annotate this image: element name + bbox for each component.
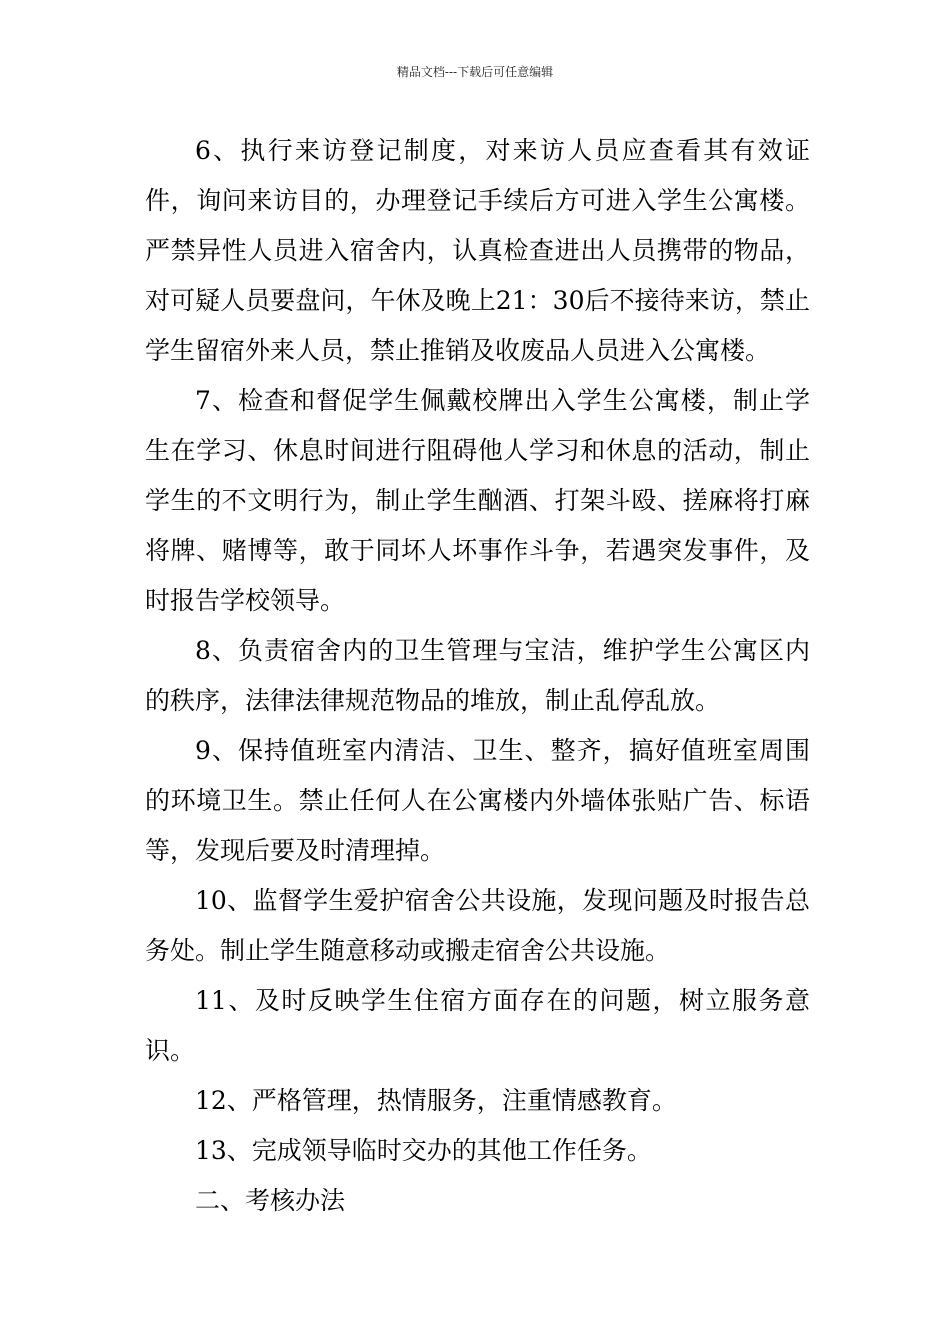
paragraph-item-7: 7、检查和督促学生佩戴校牌出入学生公寓楼，制止学生在学习、休息时间进行阻碍他人学习和休息的活动，制止学生的不文明行为，制止学生酗酒、打架斗殴、搓麻将打麻将牌、赌博等，敢于同坏人坏事作斗争，若遇突发事件，及时报告学校领导。 xyxy=(145,386,810,615)
paragraph-item-13: 13、完成领导临时交办的其他工作任务。 xyxy=(195,1136,652,1165)
paragraph-item-11: 11、及时反映学生住宿方面存在的问题，树立服务意识。 xyxy=(145,986,810,1065)
section-heading: 二、考核办法 xyxy=(195,1186,346,1215)
paragraph-item-9: 9、保持值班室内清洁、卫生、整齐，搞好值班室周围的环境卫生。禁止任何人在公寓楼内外墙体张贴广告、标语等，发现后要及时清理掉。 xyxy=(145,736,810,865)
paragraph-item-12: 12、严格管理，热情服务，注重情感教育。 xyxy=(195,1086,677,1115)
paragraph-item-8: 8、负责宿舍内的卫生管理与宝洁，维护学生公寓区内的秩序，法律法律规范物品的堆放，制止乱停乱放。 xyxy=(145,636,810,715)
paragraph-item-10: 10、监督学生爱护宿舍公共设施，发现问题及时报告总务处。制止学生随意移动或搬走宿舍公共设施。 xyxy=(145,886,810,965)
document-body xyxy=(145,126,810,1226)
paragraph-item-6: 6、执行来访登记制度，对来访人员应查看其有效证件，询问来访目的，办理登记手续后方可进入学生公寓楼。严禁异性人员进入宿舍内，认真检查进出人员携带的物品，对可疑人员要盘问，午休及晚上21：30后不接待来访，禁止学生留宿外来人员，禁止推销及收废品人员进入公寓楼。 xyxy=(145,136,810,365)
page-header: 精品文档---下载后可任意编辑 xyxy=(396,65,554,79)
